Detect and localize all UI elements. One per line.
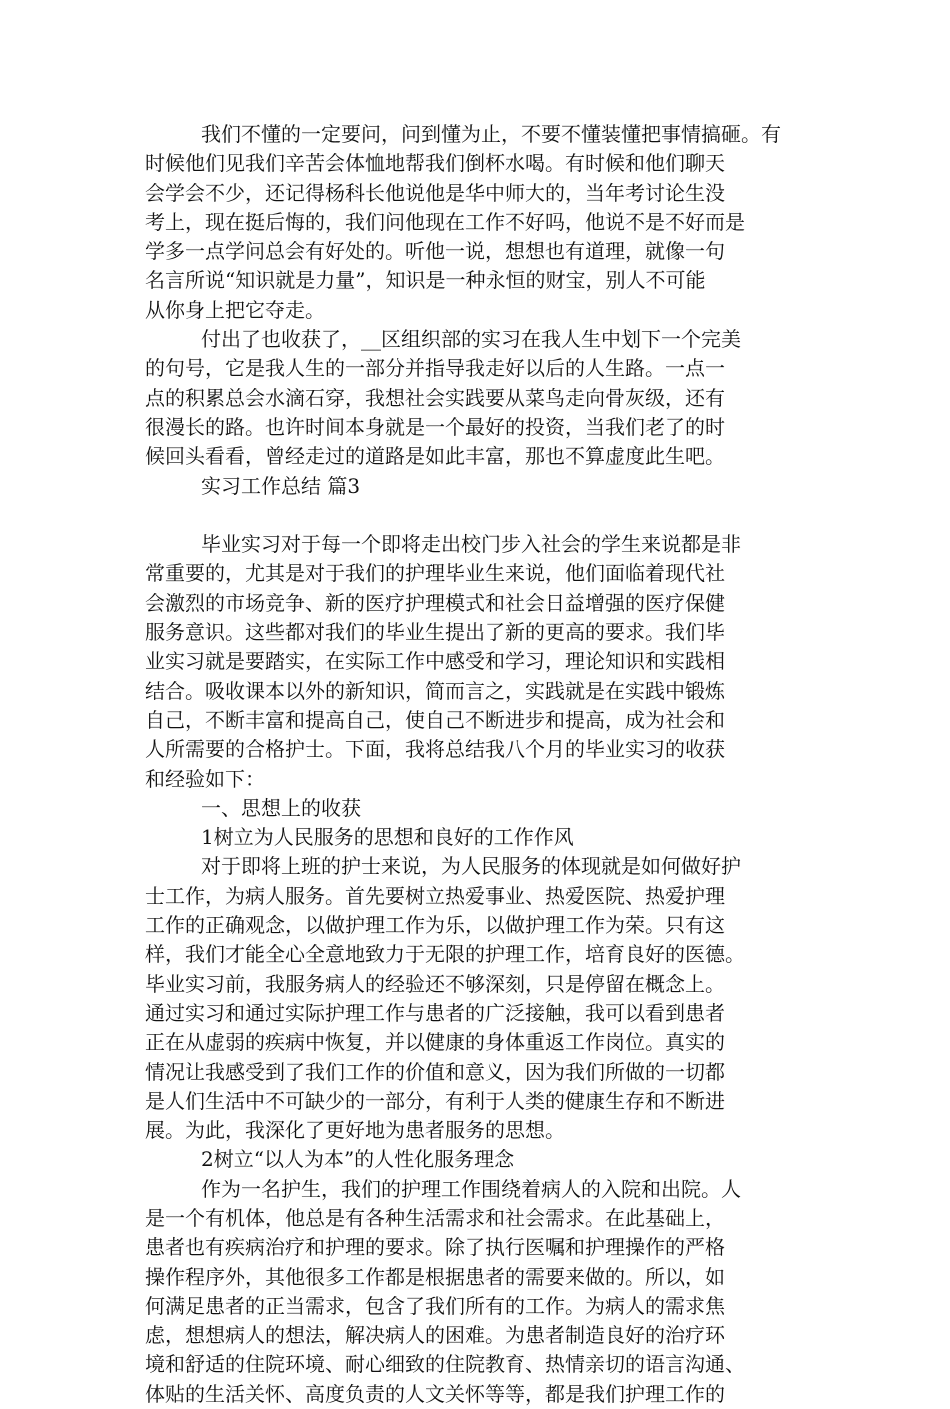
paragraph-line: 工作的正确观念，以做护理工作为乐，以做护理工作为荣。只有这: [145, 913, 725, 938]
paragraph-line: 服务意识。这些都对我们的毕业生提出了新的更高的要求。我们毕: [145, 620, 725, 645]
paragraph-line: 情况让我感受到了我们工作的价值和意义，因为我们所做的一切都: [145, 1059, 725, 1084]
paragraph-line: 样，我们才能全心全意地致力于无限的护理工作，培育良好的医德。: [145, 942, 745, 967]
paragraph-line: 境和舒适的住院环境、耐心细致的住院教育、热情亲切的语言沟通、: [145, 1352, 745, 1377]
paragraph-line: 士工作，为病人服务。首先要树立热爱事业、热爱医院、热爱护理: [145, 883, 725, 908]
paragraph-line: 考上，现在挺后悔的，我们问他现在工作不好吗，他说不是不好而是: [145, 209, 745, 234]
paragraph-line: 我们不懂的一定要问，问到懂为止，不要不懂装懂把事情搞砸。有: [201, 122, 781, 146]
heading-text: 2树立“以人为本”的人性化服务理念: [201, 1147, 515, 1172]
paragraph-line: 毕业实习前，我服务病人的经验还不够深刻，只是停留在概念上。: [145, 971, 725, 996]
paragraph-line: 常重要的，尤其是对于我们的护理毕业生来说，他们面临着现代社: [145, 561, 725, 586]
paragraph-line: 会学会不少，还记得杨科长他说他是华中师大的，当年考讨论生没: [145, 180, 725, 205]
section-heading: [145, 472, 825, 501]
paragraph-line: 业实习就是要踏实，在实际工作中感受和学习，理论知识和实践相: [145, 649, 725, 674]
paragraph-line: 时候他们见我们辛苦会体恤地帮我们倒杯水喝。有时候和他们聊天: [145, 151, 725, 176]
paragraph-line: 人所需要的合格护士。下面，我将总结我八个月的毕业实习的收获: [145, 737, 725, 762]
paragraph-line: 毕业实习对于每一个即将走出校门步入社会的学生来说都是非: [201, 532, 741, 557]
paragraph-line: 体贴的生活关怀、高度负责的人文关怀等等，都是我们护理工作的: [145, 1381, 725, 1406]
paragraph-line: 是人们生活中不可缺少的一部分，有利于人类的健康生存和不断进: [145, 1088, 725, 1113]
paragraph-line: 名言所说“知识就是力量”，知识是一种永恒的财宝，别人不可能: [145, 268, 706, 293]
paragraph-line: 正在从虚弱的疾病中恢复，并以健康的身体重返工作岗位。真实的: [145, 1030, 725, 1055]
paragraph-line: 和经验如下：: [145, 766, 265, 791]
paragraph-line: 付出了也收获了，__区组织部的实习在我人生中划下一个完美: [201, 327, 741, 352]
paragraph-line: 是一个有机体，他总是有各种生活需求和社会需求。在此基础上，: [145, 1205, 725, 1230]
paragraph-line: 的句号，它是我人生的一部分并指导我走好以后的人生路。一点一: [145, 356, 725, 381]
paragraph-line: 对于即将上班的护士来说，为人民服务的体现就是如何做好护: [201, 854, 741, 879]
heading-text: 1树立为人民服务的思想和良好的工作作风: [201, 825, 574, 850]
paragraph-line: 学多一点学问总会有好处的。听他一说，想想也有道理，就像一句: [145, 239, 725, 264]
paragraph-line: 通过实习和通过实际护理工作与患者的广泛接触，我可以看到患者: [145, 1000, 725, 1025]
section-heading: [145, 1145, 825, 1174]
section-heading: [145, 794, 825, 823]
paragraph: [145, 530, 825, 794]
paragraph: [145, 120, 825, 325]
paragraph-line: 候回头看看，曾经走过的道路是如此丰富，那也不算虚度此生吧。: [145, 444, 725, 469]
paragraph: [145, 1175, 825, 1409]
heading-text: 实习工作总结 篇3: [201, 473, 361, 498]
paragraph-line: 结合。吸收课本以外的新知识，简而言之，实践就是在实践中锻炼: [145, 678, 725, 703]
paragraph-line: 展。为此，我深化了更好地为患者服务的思想。: [145, 1118, 565, 1143]
paragraph-line: 会激烈的市场竞争、新的医疗护理模式和社会日益增强的医疗保健: [145, 590, 725, 615]
paragraph-line: 从你身上把它夺走。: [145, 297, 325, 322]
paragraph-line: 何满足患者的正当需求，包含了我们所有的工作。为病人的需求焦: [145, 1293, 725, 1318]
paragraph-line: 患者也有疾病治疗和护理的要求。除了执行医嘱和护理操作的严格: [145, 1235, 725, 1260]
paragraph-line: 操作程序外，其他很多工作都是根据患者的需要来做的。所以，如: [145, 1264, 725, 1289]
section-heading: [145, 823, 825, 852]
heading-text: 一、思想上的收获: [201, 795, 361, 820]
paragraph: [145, 325, 825, 471]
paragraph: [145, 852, 825, 1145]
paragraph-line: 自己，不断丰富和提高自己，使自己不断进步和提高，成为社会和: [145, 707, 725, 732]
document-body: [145, 120, 825, 1409]
blank-line: [145, 501, 825, 530]
paragraph-line: 虑，想想病人的想法，解决病人的困难。为患者制造良好的治疗环: [145, 1323, 725, 1348]
paragraph-line: 作为一名护生，我们的护理工作围绕着病人的入院和出院。人: [201, 1176, 741, 1201]
paragraph-line: 很漫长的路。也许时间本身就是一个最好的投资，当我们老了的时: [145, 414, 725, 439]
paragraph-line: 点的积累总会水滴石穿，我想社会实践要从菜鸟走向骨灰级，还有: [145, 385, 725, 410]
